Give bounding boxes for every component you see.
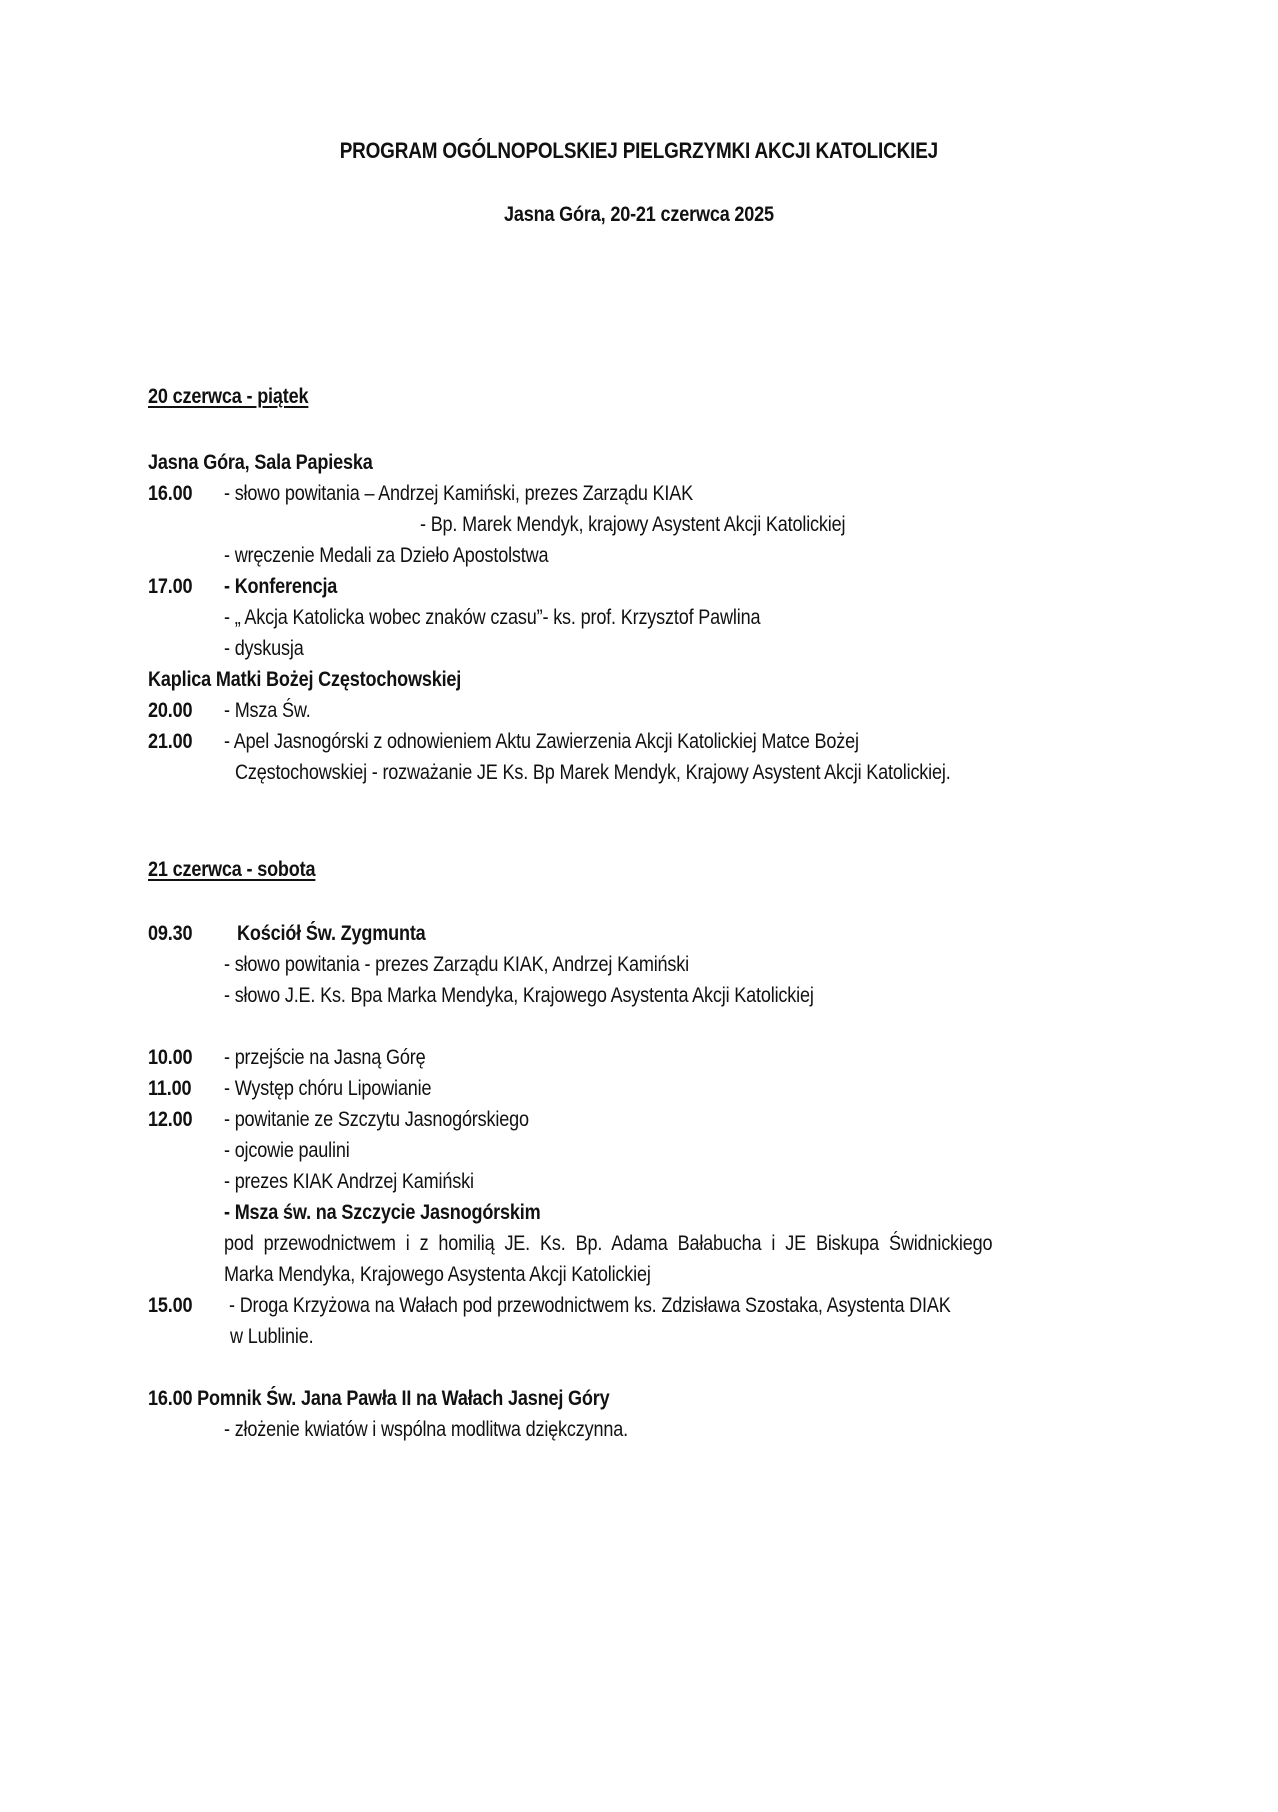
- agenda-item: Częstochowskiej - rozważanie JE Ks. Bp Marek Mendyk, Krajowy Asystent Akcji Katolickiej.: [235, 761, 951, 784]
- agenda-item: - Msza Św.: [224, 699, 311, 722]
- document-title-text: PROGRAM OGÓLNOPOLSKIEJ PIELGRZYMKI AKCJI KATOLICKIEJ: [339, 138, 939, 163]
- time-0930: 09.30: [148, 922, 193, 945]
- agenda-item: - Bp. Marek Mendyk, krajowy Asystent Akcji Katolickiej: [420, 513, 846, 536]
- agenda-item: - wręczenie Medali za Dzieło Apostolstwa: [224, 544, 549, 567]
- time-1000: 10.00: [148, 1046, 193, 1069]
- document-subtitle: [0, 202, 1278, 228]
- time-1700: 17.00: [148, 575, 193, 598]
- agenda-item: - słowo powitania - prezes Zarządu KIAK, Andrzej Kamiński: [224, 953, 689, 976]
- document-title: [0, 138, 1278, 164]
- agenda-item: - Droga Krzyżowa na Wałach pod przewodnictwem ks. Zdzisława Szostaka, Asystenta DIAK: [229, 1294, 951, 1317]
- agenda-item: - Apel Jasnogórski z odnowieniem Aktu Zawierzenia Akcji Katolickiej Matce Bożej: [224, 730, 859, 753]
- time-2000: 20.00: [148, 699, 193, 722]
- agenda-item: - powitanie ze Szczytu Jasnogórskiego: [224, 1108, 529, 1131]
- day2-location-kosciol: Kościół Św. Zygmunta: [237, 922, 426, 945]
- time-1100: 11.00: [148, 1077, 192, 1100]
- time-2100: 21.00: [148, 730, 193, 753]
- agenda-item: - dyskusja: [224, 637, 304, 660]
- agenda-item: - ojcowie paulini: [224, 1139, 350, 1162]
- time-1500: 15.00: [148, 1294, 193, 1317]
- agenda-item: - prezes KIAK Andrzej Kamiński: [224, 1170, 474, 1193]
- day1-location-kaplica: Kaplica Matki Bożej Częstochowskiej: [148, 668, 462, 691]
- agenda-item: - słowo J.E. Ks. Bpa Marka Mendyka, Krajowego Asystenta Akcji Katolickiej: [224, 984, 814, 1007]
- agenda-item-conference: - Konferencja: [224, 575, 338, 598]
- agenda-item: - „ Akcja Katolicka wobec znaków czasu”- ks. prof. Krzysztof Pawlina: [224, 606, 761, 629]
- agenda-item-mass: - Msza św. na Szczycie Jasnogórskim: [224, 1201, 541, 1224]
- document-subtitle-text: Jasna Góra, 20-21 czerwca 2025: [504, 203, 774, 226]
- day1-location-sala-papieska: Jasna Góra, Sala Papieska: [148, 451, 373, 474]
- agenda-item: w Lublinie.: [230, 1325, 314, 1348]
- agenda-item: - słowo powitania – Andrzej Kamiński, prezes Zarządu KIAK: [224, 482, 694, 505]
- day2-heading: 21 czerwca - sobota: [148, 858, 316, 881]
- day2-location-pomnik: 16.00 Pomnik Św. Jana Pawła II na Wałach Jasnej Góry: [148, 1387, 610, 1410]
- agenda-item: Marka Mendyka, Krajowego Asystenta Akcji Katolickiej: [224, 1263, 651, 1286]
- time-1200: 12.00: [148, 1108, 193, 1131]
- agenda-item: - złożenie kwiatów i wspólna modlitwa dziękczynna.: [224, 1418, 628, 1441]
- agenda-item: - Występ chóru Lipowianie: [224, 1077, 432, 1100]
- agenda-item: pod przewodnictwem i z homilią JE. Ks. Bp. Adama Bałabucha i JE Biskupa Świdnickiego: [224, 1232, 993, 1255]
- agenda-item: - przejście na Jasną Górę: [224, 1046, 426, 1069]
- day1-heading: 20 czerwca - piątek: [148, 385, 309, 408]
- time-1600: 16.00: [148, 482, 193, 505]
